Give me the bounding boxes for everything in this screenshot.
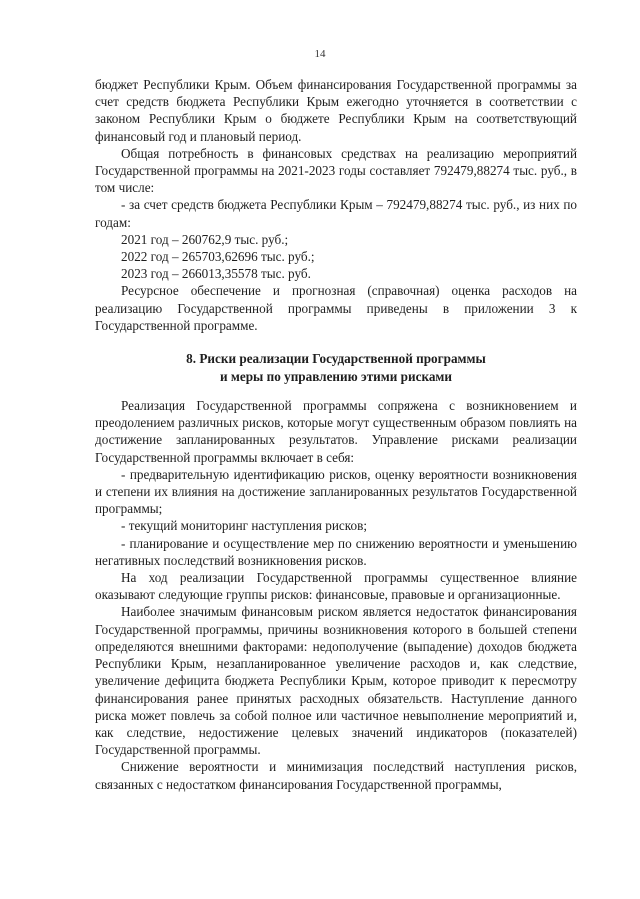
page-number: 14	[314, 48, 326, 60]
paragraph-risks-intro: Реализация Государственной программы сопряжена с возникновением и преодолением различных рисков, которые могут существенным образом повлиять на достижение запланированных результатов. Управление рисками реализации Государственной программы включает в себя:	[95, 398, 577, 465]
list-item-planning: - планирование и осуществление мер по снижению вероятности и уменьшению негативных последствий возникновения рисков.	[95, 535, 577, 568]
list-item-identification: - предварительную идентификацию рисков, оценку вероятности возникновения и степени их влияния на достижение запланированных результатов Государственной программы;	[95, 466, 577, 517]
document-body	[95, 76, 577, 793]
section-heading-line2: и меры по управлению этими рисками	[219, 368, 453, 384]
list-item-monitoring: - текущий мониторинг наступления рисков;	[121, 518, 367, 534]
year-2022-amount: 2022 год – 265703,62696 тыс. руб.;	[121, 249, 315, 265]
paragraph-budget-continuation: бюджет Республики Крым. Объем финансирования Государственной программы за счет средств бюджета Республики Крым ежегодно уточняется в соответствии с законом Республики Крым о бюджете Республики Крым на соответствующий финансовый год и плановый период.	[95, 77, 577, 144]
year-2021-amount: 2021 год – 260762,9 тыс. руб.;	[121, 231, 289, 247]
year-2023-amount: 2023 год – 266013,35578 тыс. руб.	[121, 266, 311, 282]
paragraph-total-need: Общая потребность в финансовых средствах на реализацию мероприятий Государственной программы на 2021-2023 годы составляет 792479,88274 тыс. руб., в том числе:	[95, 145, 577, 196]
paragraph-risk-mitigation: Снижение вероятности и минимизация последствий наступления рисков, связанных с недостатком финансирования Государственной программы,	[95, 759, 577, 792]
paragraph-budget-source: - за счет средств бюджета Республики Крым – 792479,88274 тыс. руб., из них по годам:	[95, 197, 577, 230]
paragraph-risk-groups: На ход реализации Государственной программы существенное влияние оказывают следующие группы рисков: финансовые, правовые и организационные.	[95, 570, 577, 603]
paragraph-resources: Ресурсное обеспечение и прогнозная (справочная) оценка расходов на реализацию Государственной программы приведены в приложении 3 к Государственной программе.	[95, 283, 577, 333]
paragraph-financial-risk: Наиболее значимым финансовым риском является недостаток финансирования Государственной программы, причины возникновения которого в большей степени определяются внешними факторами: недополучение (выпадение) доходов бюджета Республики Крым, незапланированное увеличение расходов и, как следствие, увеличение дефицита бюджета Республики Крым, которое приводит к пересмотру финансирования ранее принятых расходных обязательств. Наступление данного риска может повлечь за собой полное или частичное невыполнение мероприятий и, как следствие, недостижение целевых значений индикаторов (показателей) Государственной программы.	[95, 604, 577, 758]
section-heading	[95, 350, 577, 385]
section-heading-line1: 8. Риски реализации Государственной программы	[186, 351, 486, 367]
